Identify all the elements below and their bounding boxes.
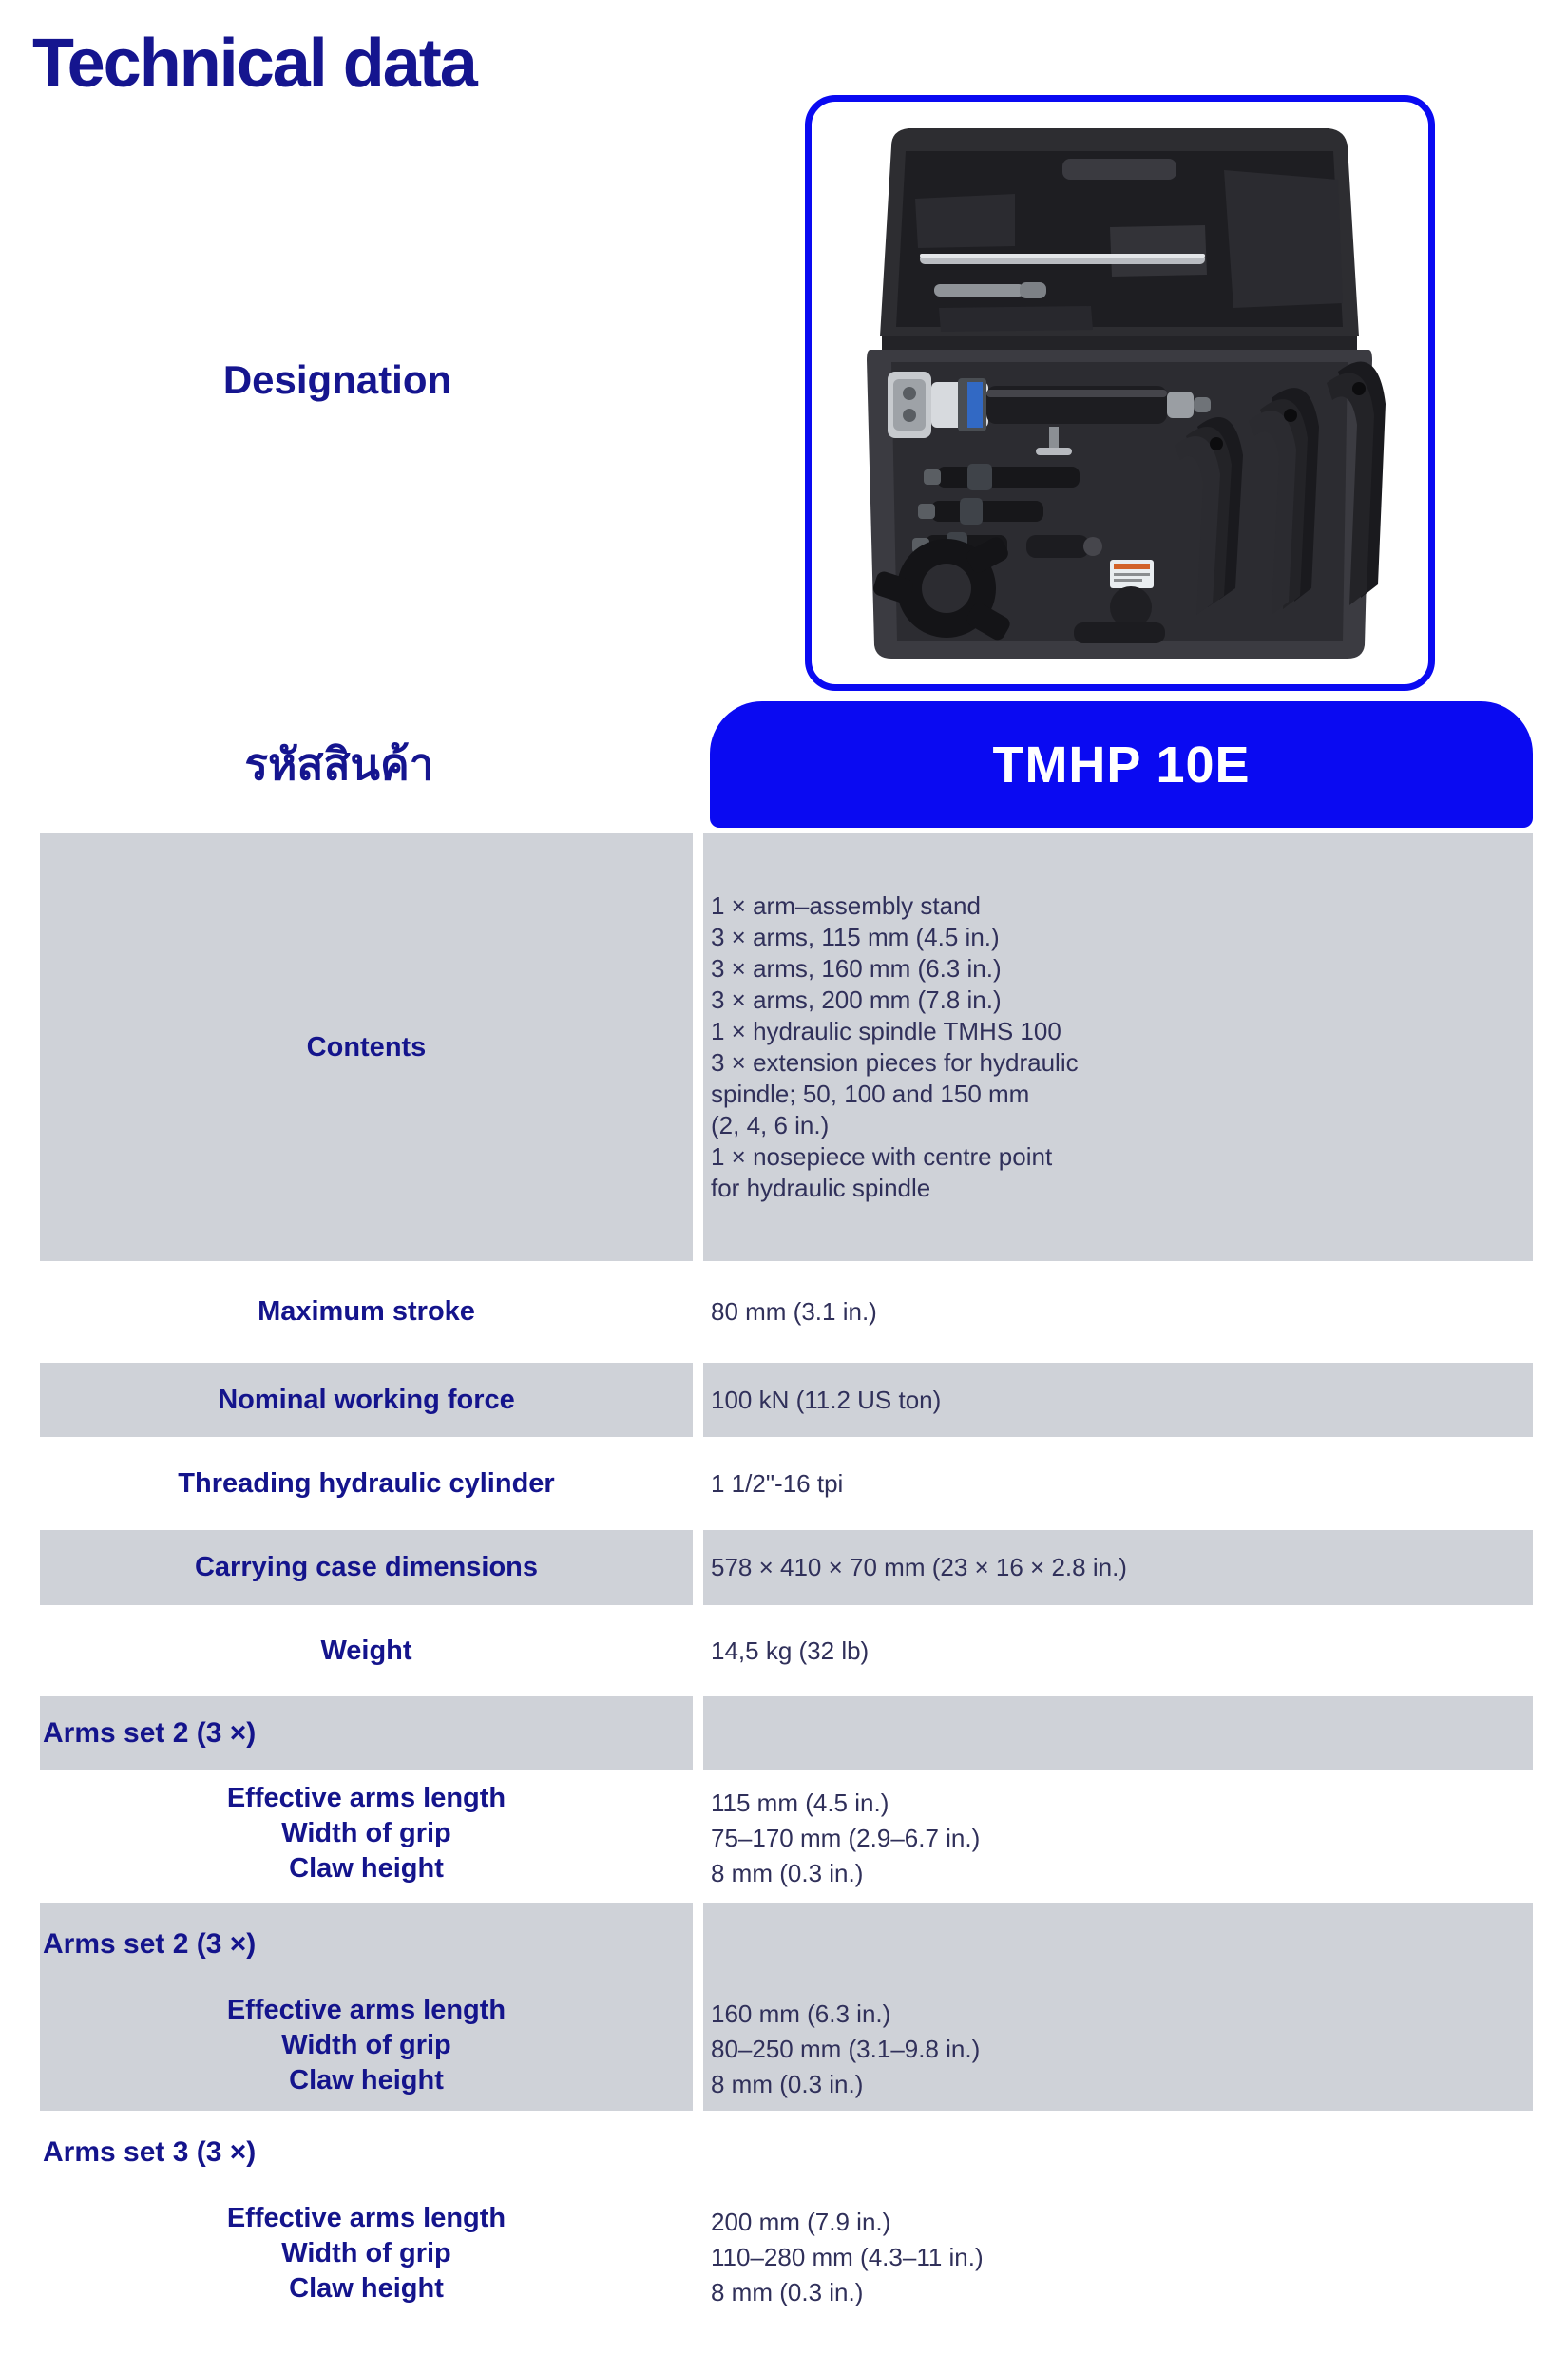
- detail-value: 8 mm (0.3 in.): [711, 1859, 864, 1887]
- case-lid: [880, 128, 1359, 336]
- page-title: Technical data: [32, 26, 476, 102]
- spec-value: 80 mm (3.1 in.): [711, 1297, 877, 1326]
- product-code-label: รหัสสินค้า: [244, 738, 434, 790]
- case-hinge: [882, 336, 1357, 350]
- product-image-box: [805, 95, 1435, 691]
- table-row-arms-set-3-block: [40, 2111, 1533, 2354]
- detail-value: 115 mm (4.5 in.): [711, 1789, 889, 1817]
- table-row-arms-set-2-block: [40, 1903, 1533, 2111]
- contents-line: 3 × arms, 115 mm (4.5 in.): [711, 923, 1000, 951]
- contents-line: for hydraulic spindle: [711, 1174, 931, 1202]
- detail-label: Claw height: [289, 2065, 444, 2096]
- table-row-maximum-stroke: [40, 1261, 1533, 1363]
- table-row-arms-set-1-header: [40, 1696, 1533, 1770]
- detail-label: Width of grip: [281, 2238, 451, 2268]
- case-handle-cutout: [1074, 622, 1165, 643]
- arms-set-header: Arms set 2 (3 ×): [43, 1928, 257, 1960]
- detail-label: Claw height: [289, 1853, 444, 1884]
- contents-line: 1 × arm–assembly stand: [711, 891, 981, 920]
- case-bottom: [867, 350, 1386, 659]
- detail-label: Effective arms length: [226, 1783, 507, 1813]
- arms-set-detail-values: [703, 2111, 1533, 2310]
- model-name: TMHP 10E: [992, 736, 1251, 794]
- arms-set-block-right: [703, 2111, 1533, 2354]
- arms-set-block-right: [703, 1903, 1533, 2111]
- contents-line: 3 × arms, 200 mm (7.8 in.): [711, 986, 1002, 1014]
- detail-value: 8 mm (0.3 in.): [711, 2070, 864, 2098]
- spec-label: Maximum stroke: [258, 1296, 475, 1327]
- arms-set-header: Arms set 2 (3 ×): [40, 1696, 693, 1770]
- detail-label: Width of grip: [281, 2030, 451, 2060]
- contents-line: (2, 4, 6 in.): [711, 1111, 830, 1139]
- contents-line: 3 × arms, 160 mm (6.3 in.): [711, 954, 1002, 983]
- table-row-nominal-working-force: [40, 1363, 1533, 1437]
- detail-label: Effective arms length: [226, 1995, 507, 2025]
- table-row-arms-set-1-details: [40, 1770, 1533, 1903]
- arms-set-header: Arms set 3 (3 ×): [43, 2136, 257, 2168]
- arms-set-header-empty-cell: [703, 1696, 1533, 1770]
- spec-table: [40, 833, 1533, 2354]
- model-header: [710, 701, 1533, 828]
- detail-value: 80–250 mm (3.1–9.8 in.): [711, 2035, 981, 2063]
- contents-line: 1 × hydraulic spindle TMHS 100: [711, 1017, 1061, 1045]
- contents-line: 1 × nosepiece with centre point: [711, 1142, 1053, 1171]
- table-row-threading-hydraulic-cylinder: [40, 1437, 1533, 1530]
- contents-line: 3 × extension pieces for hydraulic: [711, 1048, 1079, 1077]
- arms-set-detail-values: [703, 1903, 1533, 2102]
- arms-set-detail-labels: [40, 1770, 693, 1903]
- table-row-carrying-case-dimensions: [40, 1530, 1533, 1605]
- product-photo-tool-case: [825, 113, 1414, 674]
- detail-value: 110–280 mm (4.3–11 in.): [711, 2243, 984, 2271]
- spec-label: Nominal working force: [40, 1363, 693, 1437]
- table-row-contents: [40, 833, 1533, 1261]
- arms-set-detail-labels: [40, 1993, 693, 2098]
- arms-set-block-left: [40, 2111, 693, 2354]
- spec-value: 578 × 410 × 70 mm (23 × 16 × 2.8 in.): [703, 1530, 1533, 1605]
- detail-value: 200 mm (7.9 in.): [711, 2208, 891, 2236]
- spec-value: 14,5 kg (32 lb): [711, 1636, 870, 1665]
- arms-set-block-left: [40, 1903, 693, 2111]
- contents-line: spindle; 50, 100 and 150 mm: [711, 1080, 1030, 1108]
- arms-set-detail-labels: [40, 2201, 693, 2306]
- spec-label: Carrying case dimensions: [40, 1530, 693, 1605]
- contents-label: Contents: [40, 833, 693, 1261]
- arms-set-detail-values: [703, 1770, 1533, 1903]
- table-row-weight: [40, 1605, 1533, 1696]
- spec-value: 100 kN (11.2 US ton): [703, 1363, 1533, 1437]
- contents-value: [703, 833, 1533, 1261]
- detail-value: 160 mm (6.3 in.): [711, 2000, 891, 2028]
- detail-label: Effective arms length: [226, 2203, 507, 2233]
- designation-label: Designation: [222, 357, 452, 402]
- spec-value: 1 1/2"-16 tpi: [711, 1468, 844, 1498]
- detail-label: Claw height: [289, 2273, 444, 2304]
- detail-value: 75–170 mm (2.9–6.7 in.): [711, 1824, 981, 1852]
- spec-label: Weight: [320, 1635, 412, 1666]
- detail-label: Width of grip: [281, 1818, 451, 1848]
- detail-value: 8 mm (0.3 in.): [711, 2278, 864, 2306]
- spec-label: Threading hydraulic cylinder: [178, 1467, 555, 1499]
